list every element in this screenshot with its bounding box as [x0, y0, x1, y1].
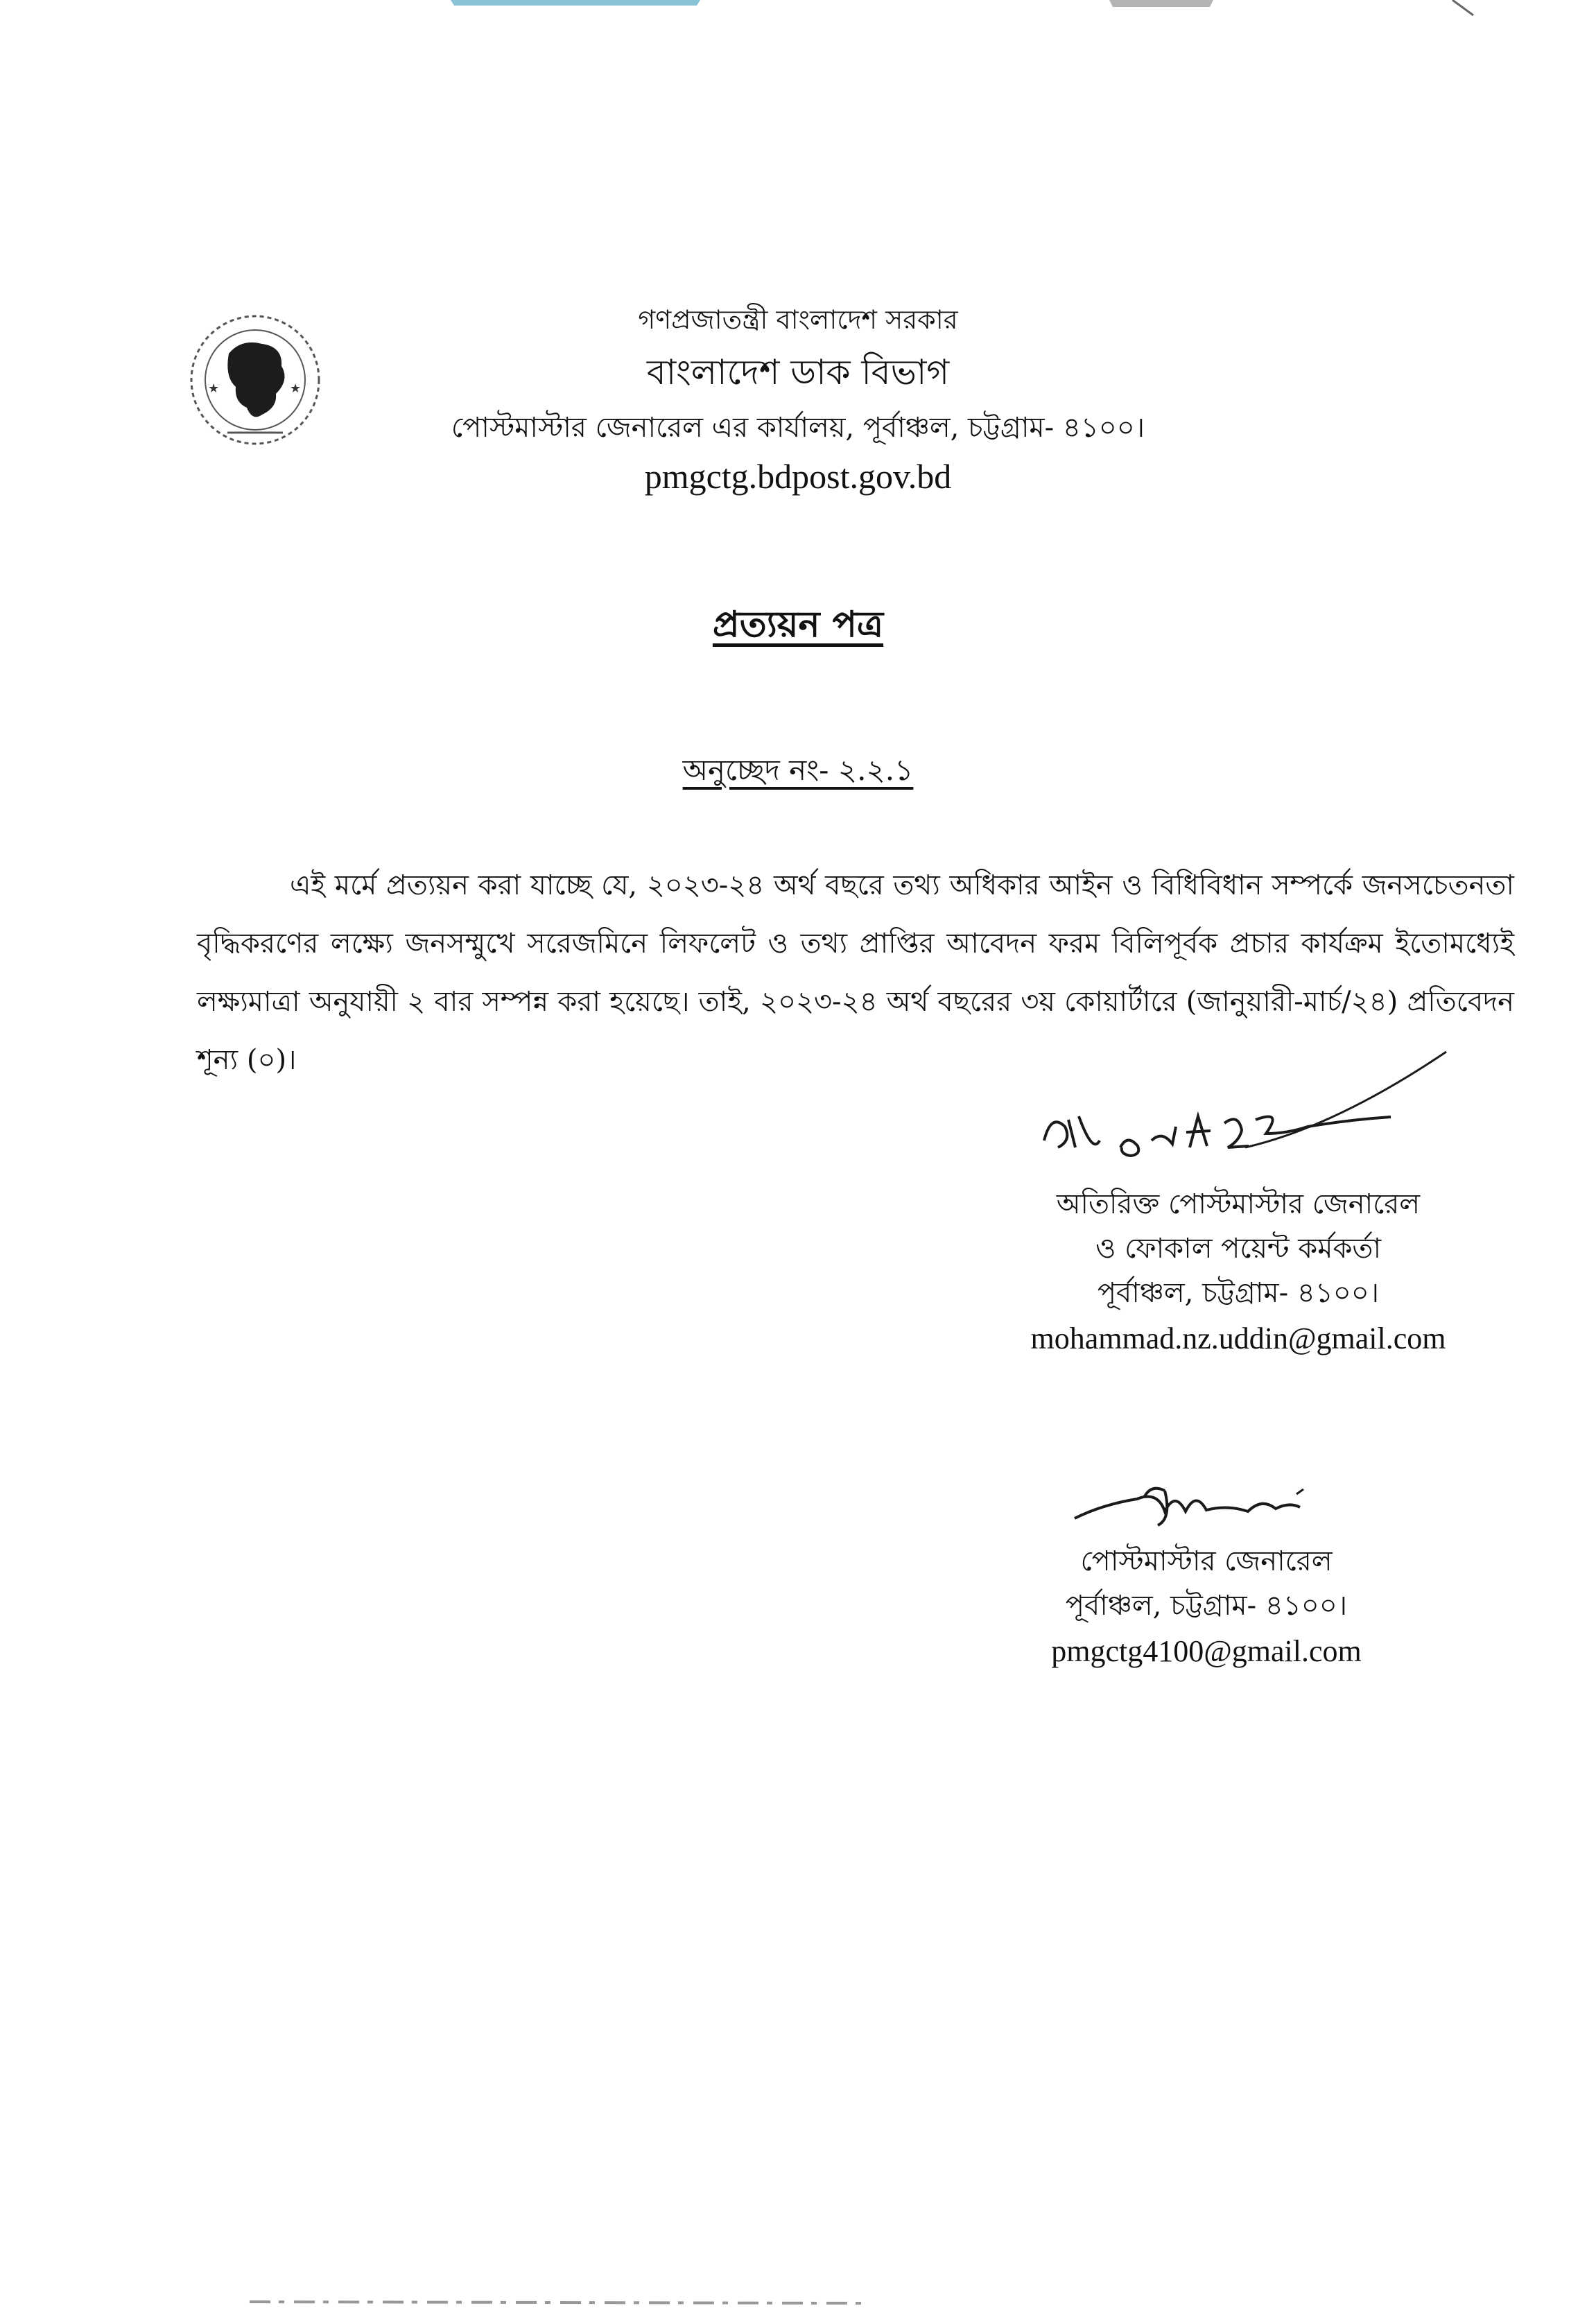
svg-text:★: ★	[208, 381, 220, 396]
signatory-2-location: পূর্বাঞ্চল, চট্টগ্রাম- ৪১০০।	[1065, 1590, 1348, 1622]
signature-2-icon	[1061, 1463, 1352, 1539]
government-name: গণপ্রজাতন্ত্রী বাংলাদেশ সরকার	[638, 304, 958, 335]
signatory-block-1	[926, 1043, 1550, 1362]
signatory-2-email: pmgctg4100@gmail.com	[1051, 1634, 1362, 1668]
scan-bottom-marks	[0, 2288, 1596, 2315]
document-title	[0, 596, 1596, 657]
signatory-1-email: mohammad.nz.uddin@gmail.com	[1030, 1321, 1446, 1355]
signatory-1-location: পূর্বাঞ্চল, চট্টগ্রাম- ৪১০০।	[1097, 1277, 1380, 1309]
paragraph-number-text: অনুচ্ছেদ নং- ২.২.১	[682, 753, 914, 787]
website-url: pmgctg.bdpost.gov.bd	[644, 457, 952, 496]
department-name: বাংলাদেশ ডাক বিভাগ	[646, 352, 950, 392]
signatory-block-2	[894, 1463, 1518, 1675]
paragraph-number	[0, 747, 1596, 797]
signature-1-icon	[1016, 1043, 1460, 1182]
document-title-text: প্রত্যয়ন পত্র	[712, 603, 884, 645]
certificate-body: এই মর্মে প্রত্যয়ন করা যাচ্ছে যে, ২০২৩-২৪ অর্থ বছরে তথ্য অধিকার আইন ও বিধিবিধান সম্পর্কে জনসচেতনতা বৃদ্ধিকরণের লক্ষ্যে জনসম্মুখে সরেজমিনে লিফলেট ও তথ্য প্রাপ্তির আবেদন ফরম বিলিপূর্বক প্রচার কার্যক্রম ইতোমধ্যেই লক্ষ্যমাত্রা অনুযায়ী ২ বার সম্পন্ন করা হয়েছে। তাই, ২০২৩-২৪ অর্থ বছরের ৩য় কোয়ার্টারে (জানুয়ারী-মার্চ/২৪) প্রতিবেদন শূন্য (০)।	[197, 869, 1514, 1076]
signatory-1-role: ও ফোকাল পয়েন্ট কর্মকর্তা	[1095, 1233, 1382, 1265]
svg-text:★: ★	[290, 381, 302, 396]
office-address: পোস্টমাস্টার জেনারেল এর কার্যালয়, পূর্বাঞ্চল, চট্টগ্রাম- ৪১০০।	[451, 412, 1145, 444]
signatory-1-designation: অতিরিক্ত পোস্টমাস্টার জেনারেল	[1056, 1188, 1421, 1220]
scan-top-marks	[0, 0, 1596, 21]
signatory-2-designation: পোস্টমাস্টার জেনারেল	[1080, 1545, 1333, 1577]
